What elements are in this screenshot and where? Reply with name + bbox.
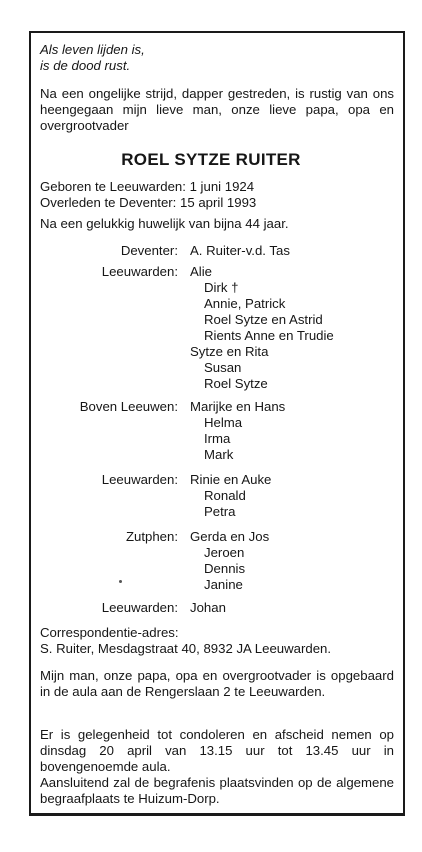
marriage-line: Na een gelukkig huwelijk van bijna 44 jaar.	[40, 216, 289, 231]
family-member: Alie	[190, 264, 212, 279]
motto-line-1: Als leven lijden is,	[40, 42, 145, 57]
laid-out-paragraph: Mijn man, onze papa, opa en overgrootvader is opgebaard in de aula aan de Rengerslaan 2 te Leeuwarden.	[40, 668, 394, 699]
family-place: Boven Leeuwen:	[79, 399, 178, 414]
family-member: Rinie en Auke	[190, 472, 272, 487]
family-member: Janine	[204, 577, 243, 592]
family-member: Mark	[204, 447, 234, 462]
family-member: Irma	[204, 431, 231, 446]
birth-line: Geboren te Leeuwarden: 1 juni 1924	[40, 179, 255, 194]
family-place: Zutphen:	[125, 529, 178, 544]
family-place: Leeuwarden:	[101, 264, 178, 279]
family-member: Gerda en Jos	[190, 529, 270, 544]
death-line: Overleden te Deventer: 15 april 1993	[40, 195, 257, 210]
family-member: Susan	[204, 360, 242, 375]
family-member: Sytze en Rita	[190, 344, 269, 359]
family-member: Roel Sytze en Astrid	[204, 312, 323, 327]
family-member: Petra	[204, 504, 236, 519]
family-member: Roel Sytze	[204, 376, 268, 391]
family-place: Leeuwarden:	[101, 472, 178, 487]
family-member: Dennis	[204, 561, 246, 576]
family-member: Marijke en Hans	[190, 399, 286, 414]
family-member: Annie, Patrick	[204, 296, 286, 311]
family-member: Ronald	[204, 488, 246, 503]
correspondence-label: Correspondentie-adres:	[40, 625, 179, 640]
motto-line-2: is de dood rust.	[40, 58, 131, 73]
family-member: Jeroen	[204, 545, 245, 560]
intro-paragraph: Na een ongelijke strijd, dapper gestreden, is rustig van ons heengegaan mijn lieve man, onze lieve papa, opa en overgrootvader	[40, 86, 394, 133]
deceased-name: ROEL SYTZE RUITER	[121, 150, 301, 169]
burial-paragraph: Aansluitend zal de begrafenis plaatsvinden op de algemene begraafplaats te Huizum-Dorp.	[40, 775, 394, 806]
family-member: Helma	[204, 415, 243, 430]
family-place: Deventer:	[120, 243, 178, 258]
correspondence-address: S. Ruiter, Mesdagstraat 40, 8932 JA Leeuwarden.	[40, 641, 332, 656]
family-member: Johan	[190, 600, 226, 615]
family-member: Rients Anne en Trudie	[204, 328, 334, 343]
family-member: A. Ruiter-v.d. Tas	[190, 243, 290, 258]
print-speck	[119, 580, 122, 583]
family-place: Leeuwarden:	[101, 600, 178, 615]
condolence-paragraph: Er is gelegenheid tot condoleren en afscheid nemen op dinsdag 20 april van 13.15 uur tot 13.45 uur in bovengenoemde aula.	[40, 727, 394, 774]
family-member: Dirk †	[204, 280, 239, 295]
